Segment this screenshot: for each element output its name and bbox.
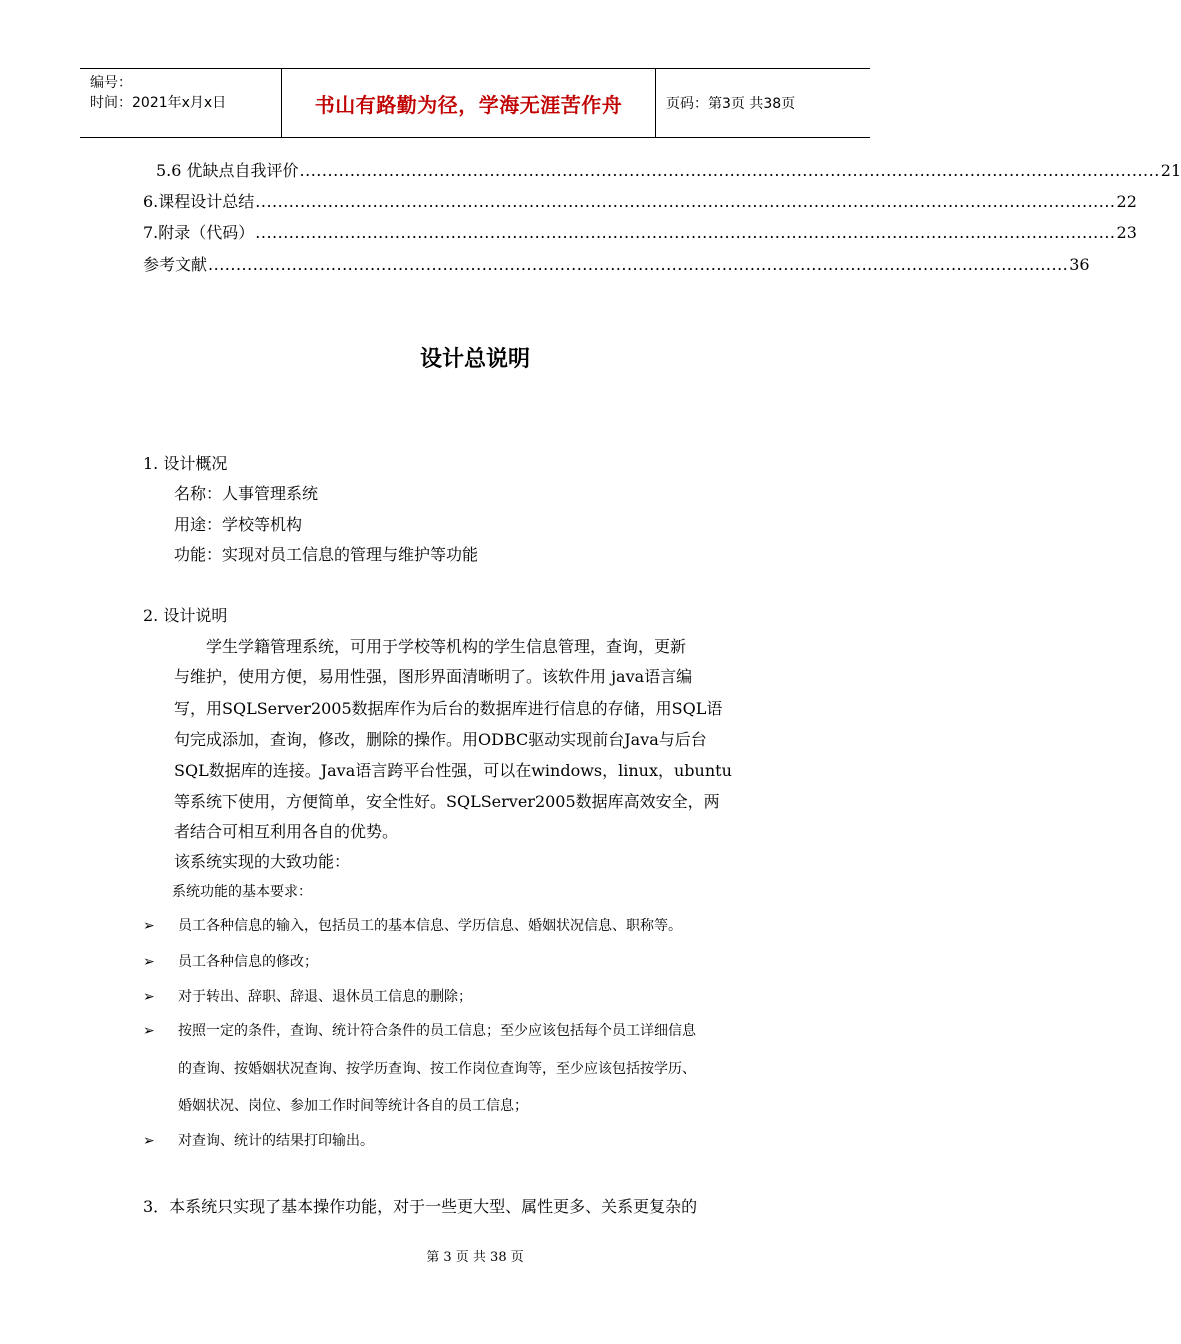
section2-para-line: 学生学籍管理系统，可用于学校等机构的学生信息管理，查询，更新 bbox=[206, 637, 687, 656]
arrow-bullet-icon: ➢ bbox=[143, 989, 155, 1005]
arrow-bullet-icon: ➢ bbox=[143, 1023, 155, 1039]
requirement-item: 员工各种信息的修改； bbox=[178, 954, 318, 970]
toc-entry[interactable] bbox=[143, 220, 1137, 244]
toc-entry-page: 22 bbox=[1116, 192, 1137, 211]
requirement-item: 对于转出、辞职、辞退、退休员工信息的删除； bbox=[178, 989, 472, 1005]
toc-entry-page: 36 bbox=[1069, 255, 1090, 274]
toc-entry-title: 5.6 优缺点自我评价 bbox=[156, 161, 299, 180]
header-meta bbox=[80, 69, 282, 137]
requirement-item: 员工各种信息的输入，包括员工的基本信息、学历信息、婚姻状况信息、职称等。 bbox=[178, 918, 682, 934]
toc-leader: .......................................................................................................................................................... bbox=[208, 255, 1069, 274]
toc-entry-page: 21 bbox=[1160, 161, 1181, 180]
arrow-bullet-icon: ➢ bbox=[143, 954, 155, 970]
toc-entry-title: 6.课程设计总结 bbox=[143, 192, 255, 211]
toc-entry-title: 参考文献 bbox=[143, 255, 208, 274]
section2-para-line: SQL数据库的连接。Java语言跨平台性强，可以在windows，linux，ubuntu bbox=[174, 761, 732, 780]
requirement-item: 按照一定的条件，查询、统计符合条件的员工信息；至少应该包括每个员工详细信息 bbox=[178, 1023, 696, 1039]
section1-usage: 用途：学校等机构 bbox=[174, 515, 303, 534]
section2-para-line: 者结合可相互利用各自的优势。 bbox=[174, 822, 399, 841]
section3-line: 3．本系统只实现了基本操作功能，对于一些更大型、属性更多、关系更复杂的 bbox=[143, 1197, 698, 1216]
section1-heading: 1. 设计概况 bbox=[143, 454, 228, 473]
functions-intro: 该系统实现的大致功能： bbox=[174, 852, 351, 871]
toc-entry-page: 23 bbox=[1116, 223, 1137, 242]
header-page-info: 页码：第3页 共38页 bbox=[666, 96, 796, 112]
requirement-item: 对查询、统计的结果打印输出。 bbox=[178, 1133, 374, 1149]
toc-entry-title: 7.附录（代码） bbox=[143, 223, 255, 242]
date-label: 时间：2021年x月x日 bbox=[90, 95, 227, 111]
header-motto: 书山有路勤为径，学海无涯苦作舟 bbox=[282, 69, 656, 137]
toc-leader: .......................................................................................................................................................... bbox=[255, 192, 1116, 211]
requirements-intro: 系统功能的基本要求： bbox=[172, 884, 312, 900]
toc-entry[interactable] bbox=[156, 158, 1181, 182]
section1-function: 功能：实现对员工信息的管理与维护等功能 bbox=[174, 545, 479, 564]
toc-leader: .......................................................................................................................................................... bbox=[299, 161, 1160, 180]
arrow-bullet-icon: ➢ bbox=[143, 1133, 155, 1149]
number-label: 编号： bbox=[90, 75, 132, 91]
section2-para-line: 等系统下使用，方便简单，安全性好。SQLServer2005数据库高效安全，两 bbox=[174, 792, 720, 811]
main-title: 设计总说明 bbox=[419, 347, 530, 372]
requirement-item-continuation: 的查询、按婚姻状况查询、按学历查询、按工作岗位查询等，至少应该包括按学历、 bbox=[178, 1061, 696, 1077]
section2-para-line: 句完成添加，查询，修改，删除的操作。用ODBC驱动实现前台Java与后台 bbox=[174, 730, 707, 749]
section2-heading: 2. 设计说明 bbox=[143, 606, 228, 625]
section2-para-line: 写，用SQLServer2005数据库作为后台的数据库进行信息的存储，用SQL语 bbox=[174, 699, 723, 718]
section1-name: 名称：人事管理系统 bbox=[174, 484, 319, 503]
section2-para-line: 与维护，使用方便，易用性强，图形界面清晰明了。该软件用 java语言编 bbox=[174, 667, 693, 686]
requirement-item-continuation: 婚姻状况、岗位、参加工作时间等统计各自的员工信息； bbox=[178, 1098, 528, 1114]
arrow-bullet-icon: ➢ bbox=[143, 918, 155, 934]
page-footer: 第 3 页 共 38 页 bbox=[426, 1250, 524, 1265]
toc-leader: .......................................................................................................................................................... bbox=[255, 223, 1116, 242]
page-header bbox=[80, 68, 870, 138]
toc-entry[interactable] bbox=[143, 252, 1090, 276]
toc-entry[interactable] bbox=[143, 189, 1137, 213]
